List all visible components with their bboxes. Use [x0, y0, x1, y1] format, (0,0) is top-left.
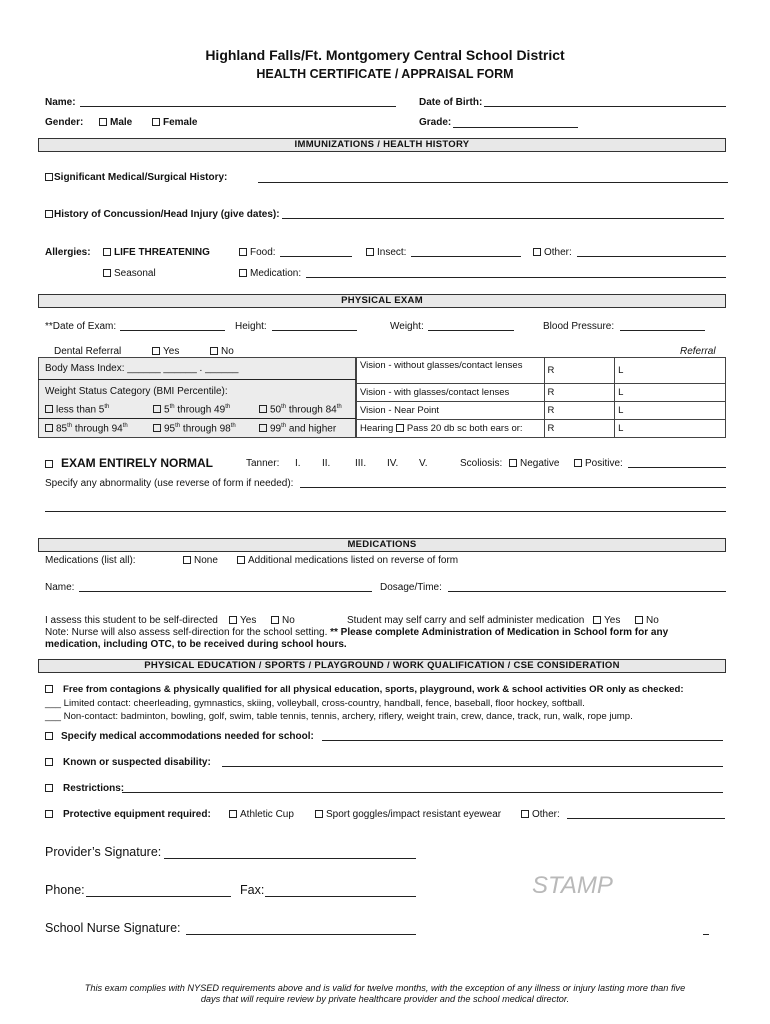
accommodations-checkbox[interactable] — [45, 732, 53, 740]
medication-allergy-option[interactable]: Medication: — [239, 268, 301, 279]
self-carry-yes-option[interactable]: Yes — [593, 615, 620, 626]
name-label: Name: — [45, 97, 76, 108]
medications-list-label: Medications (list all): — [45, 555, 136, 566]
hearing-pass-checkbox[interactable] — [396, 424, 404, 432]
tanner-stage-1[interactable]: I. — [295, 458, 301, 469]
athletic-cup-checkbox[interactable] — [229, 810, 237, 818]
medical-history-label[interactable]: Significant Medical/Surgical History: — [45, 172, 227, 183]
medication-allergy-field[interactable] — [306, 277, 726, 278]
vision-with-r[interactable]: R — [544, 384, 615, 402]
bmi-less-5-option[interactable]: less than 5th — [45, 404, 109, 415]
insect-field[interactable] — [411, 256, 521, 257]
gender-female-option[interactable]: Female — [152, 117, 197, 128]
tanner-stage-5[interactable]: V. — [419, 458, 428, 469]
bmi-85-94-checkbox[interactable] — [45, 424, 53, 432]
physical-exam-header: PHYSICAL EXAM — [38, 294, 726, 308]
dob-field[interactable] — [484, 106, 726, 107]
medications-none-option[interactable]: None — [183, 555, 218, 566]
exam-date-field[interactable] — [120, 330, 225, 331]
bmi-label: Body Mass Index: ______ ______ . ______ — [45, 363, 239, 374]
immunizations-header: IMMUNIZATIONS / HEALTH HISTORY — [38, 138, 726, 152]
provider-signature-field[interactable] — [164, 858, 416, 859]
exam-normal-option[interactable]: EXAM ENTIRELY NORMAL — [45, 456, 213, 470]
self-carry-yes-checkbox[interactable] — [593, 616, 601, 624]
grade-label: Grade: — [419, 117, 452, 128]
vision-near-r[interactable]: R — [544, 402, 615, 420]
bmi-99-checkbox[interactable] — [259, 424, 267, 432]
fax-label: Fax: — [240, 883, 265, 897]
accommodations-label[interactable]: Specify medical accommodations needed for school: — [45, 731, 314, 742]
food-checkbox[interactable] — [239, 248, 247, 256]
self-directed-label: I assess this student to be self-directed — [45, 615, 218, 626]
vision-without-l[interactable]: L — [615, 358, 726, 384]
phone-label: Phone: — [45, 883, 85, 897]
disability-field[interactable] — [222, 766, 723, 767]
hearing-l[interactable]: L — [615, 420, 726, 438]
bmi-50-84-option[interactable]: 50th through 84th — [259, 404, 342, 415]
food-allergy-option[interactable]: Food: — [239, 247, 276, 258]
nurse-note-2: medication, including OTC, to be received during school hours. — [45, 639, 347, 650]
exam-normal-checkbox[interactable] — [45, 460, 53, 468]
phone-field[interactable] — [86, 896, 231, 897]
self-carry-no-checkbox[interactable] — [635, 616, 643, 624]
hearing-label: Hearing Pass 20 db sc both ears or: — [357, 420, 545, 438]
insect-checkbox[interactable] — [366, 248, 374, 256]
provider-signature-label: Provider’s Signature: — [45, 845, 162, 859]
concussion-field[interactable] — [282, 218, 724, 219]
other-allergy-option[interactable]: Other: — [533, 247, 572, 258]
dental-no-option[interactable]: No — [210, 346, 234, 357]
exam-date-label: **Date of Exam: — [45, 321, 117, 332]
fax-field[interactable] — [265, 896, 416, 897]
restrictions-label[interactable]: Restrictions: — [45, 783, 124, 794]
stamp-area: STAMP — [532, 872, 613, 899]
life-threatening-option[interactable]: LIFE THREATENING — [103, 247, 210, 258]
footer-line-1: This exam complies with NYSED requirements above and is valid for twelve months, with the exception of any illness or injury lasting more than five — [84, 983, 686, 993]
bmi-row-divider — [38, 418, 356, 419]
dosage-label: Dosage/Time: — [380, 582, 442, 593]
referral-column-label: Referral — [680, 346, 716, 357]
medication-name-label: Name: — [45, 582, 75, 593]
protective-equipment-checkbox[interactable] — [45, 810, 53, 818]
gender-label: Gender: — [45, 117, 84, 128]
height-label: Height: — [235, 321, 267, 332]
form-title: HEALTH CERTIFICATE / APPRAISAL FORM — [256, 67, 514, 81]
hearing-r[interactable]: R — [544, 420, 615, 438]
medications-none-checkbox[interactable] — [183, 556, 191, 564]
gender-male-option[interactable]: Male — [99, 117, 132, 128]
scoliosis-negative-checkbox[interactable] — [509, 459, 517, 467]
concussion-label[interactable]: History of Concussion/Head Injury (give dates): — [45, 209, 280, 220]
additional-medications-option[interactable]: Additional medications listed on reverse of form — [237, 555, 458, 566]
dental-no-checkbox[interactable] — [210, 347, 218, 355]
vision-near-label: Vision - Near Point — [357, 402, 545, 420]
allergies-label: Allergies: — [45, 247, 91, 258]
nurse-note: Note: Nurse will also assess self-direction for the school setting. ** Please complete Administration of Medication in School form for any — [45, 627, 669, 638]
name-field[interactable] — [80, 106, 396, 107]
athletic-cup-option[interactable]: Athletic Cup — [229, 809, 294, 820]
dob-label: Date of Birth: — [419, 97, 483, 108]
food-field[interactable] — [280, 256, 352, 257]
scoliosis-positive-field[interactable] — [628, 467, 726, 468]
non-contact[interactable]: ___ Non-contact: badminton, bowling, golf, swim, table tennis, tennis, archery, riflery, weight train, crew, dance, track, run, walk, rope jump. — [45, 711, 633, 722]
abnormality-field-2[interactable] — [45, 511, 726, 512]
abnormality-label: Specify any abnormality (use reverse of form if needed): — [45, 478, 294, 489]
vision-without-label: Vision - without glasses/contact lenses — [357, 358, 545, 384]
equipment-other-checkbox[interactable] — [521, 810, 529, 818]
limited-contact[interactable]: ___ Limited contact: cheerleading, gymnastics, skiing, volleyball, cross-country, handball, fence, baseball, floor hockey, softball. — [45, 698, 585, 709]
trailing-mark — [703, 934, 709, 935]
medication-checkbox[interactable] — [239, 269, 247, 277]
insect-allergy-option[interactable]: Insect: — [366, 247, 406, 258]
tanner-stage-2[interactable]: II. — [322, 458, 331, 469]
life-threatening-checkbox[interactable] — [103, 248, 111, 256]
tanner-stage-3[interactable]: III. — [355, 458, 367, 469]
abnormality-field[interactable] — [300, 487, 726, 488]
district-name: Highland Falls/Ft. Montgomery Central School District — [205, 47, 565, 63]
dental-yes-checkbox[interactable] — [152, 347, 160, 355]
medical-history-checkbox[interactable] — [45, 173, 53, 181]
protective-equipment-label[interactable]: Protective equipment required: — [45, 809, 211, 820]
weight-field[interactable] — [428, 330, 514, 331]
bmi-less-5-checkbox[interactable] — [45, 405, 53, 413]
additional-medications-checkbox[interactable] — [237, 556, 245, 564]
scoliosis-negative-option[interactable]: Negative — [509, 458, 559, 469]
medications-header: MEDICATIONS — [38, 538, 726, 552]
bmi-99-option[interactable]: 99th and higher — [259, 423, 336, 434]
vision-near-l[interactable]: L — [615, 402, 726, 420]
dental-yes-option[interactable]: Yes — [152, 346, 179, 357]
female-checkbox[interactable] — [152, 118, 160, 126]
vision-without-r[interactable]: R — [544, 358, 615, 384]
bmi-divider — [38, 379, 356, 380]
weight-status-label: Weight Status Category (BMI Percentile): — [45, 386, 228, 397]
accommodations-field[interactable] — [322, 740, 723, 741]
other-allergy-field[interactable] — [577, 256, 726, 257]
self-directed-no-option[interactable]: No — [271, 615, 295, 626]
equipment-other-option[interactable]: Other: — [521, 809, 560, 820]
bmi-5-49-checkbox[interactable] — [153, 405, 161, 413]
tanner-stage-4[interactable]: IV. — [387, 458, 399, 469]
blood-pressure-field[interactable] — [620, 330, 705, 331]
medication-name-field[interactable] — [79, 591, 372, 592]
bmi-85-94-option[interactable]: 85th through 94th — [45, 423, 128, 434]
tanner-label: Tanner: — [246, 458, 280, 469]
vision-hearing-table — [356, 357, 726, 438]
other-checkbox[interactable] — [533, 248, 541, 256]
bmi-5-49-option[interactable]: 5th through 49th — [153, 404, 230, 415]
vision-with-l[interactable]: L — [615, 384, 726, 402]
height-field[interactable] — [272, 330, 357, 331]
disability-checkbox[interactable] — [45, 758, 53, 766]
restrictions-checkbox[interactable] — [45, 784, 53, 792]
medical-history-field[interactable] — [258, 182, 728, 183]
bmi-95-98-option[interactable]: 95th through 98th — [153, 423, 236, 434]
seasonal-option[interactable]: Seasonal — [103, 268, 156, 279]
dental-referral-label: Dental Referral — [54, 346, 122, 357]
scoliosis-positive-option[interactable]: Positive: — [574, 458, 623, 469]
scoliosis-label: Scoliosis: — [460, 458, 503, 469]
sport-goggles-checkbox[interactable] — [315, 810, 323, 818]
footer-line-2: days that will require review by private healthcare provider and the school medical director. — [200, 994, 570, 1004]
concussion-checkbox[interactable] — [45, 210, 53, 218]
seasonal-checkbox[interactable] — [103, 269, 111, 277]
vision-with-label: Vision - with glasses/contact lenses — [357, 384, 545, 402]
bmi-50-84-checkbox[interactable] — [259, 405, 267, 413]
scoliosis-positive-checkbox[interactable] — [574, 459, 582, 467]
nurse-signature-field[interactable] — [186, 934, 416, 935]
bmi-95-98-checkbox[interactable] — [153, 424, 161, 432]
free-from-contagions-checkbox[interactable] — [45, 685, 53, 693]
weight-label: Weight: — [390, 321, 424, 332]
male-checkbox[interactable] — [99, 118, 107, 126]
dosage-field[interactable] — [448, 591, 726, 592]
equipment-other-field[interactable] — [567, 818, 725, 819]
restrictions-field[interactable] — [122, 792, 723, 793]
self-carry-no-option[interactable]: No — [635, 615, 659, 626]
grade-field[interactable] — [453, 127, 578, 128]
self-directed-yes-option[interactable]: Yes — [229, 615, 256, 626]
self-carry-label: Student may self carry and self administer medication — [347, 615, 585, 626]
free-from-contagions-option[interactable]: Free from contagions & physically qualified for all physical education, sports, playground, work & school activities OR only as checked: — [45, 684, 684, 695]
self-directed-yes-checkbox[interactable] — [229, 616, 237, 624]
pe-header: PHYSICAL EDUCATION / SPORTS / PLAYGROUND / WORK QUALIFICATION / CSE CONSIDERATION — [38, 659, 726, 673]
self-directed-no-checkbox[interactable] — [271, 616, 279, 624]
blood-pressure-label: Blood Pressure: — [543, 321, 615, 332]
nurse-signature-label: School Nurse Signature: — [45, 921, 181, 935]
disability-label[interactable]: Known or suspected disability: — [45, 757, 211, 768]
sport-goggles-option[interactable]: Sport goggles/impact resistant eyewear — [315, 809, 501, 820]
